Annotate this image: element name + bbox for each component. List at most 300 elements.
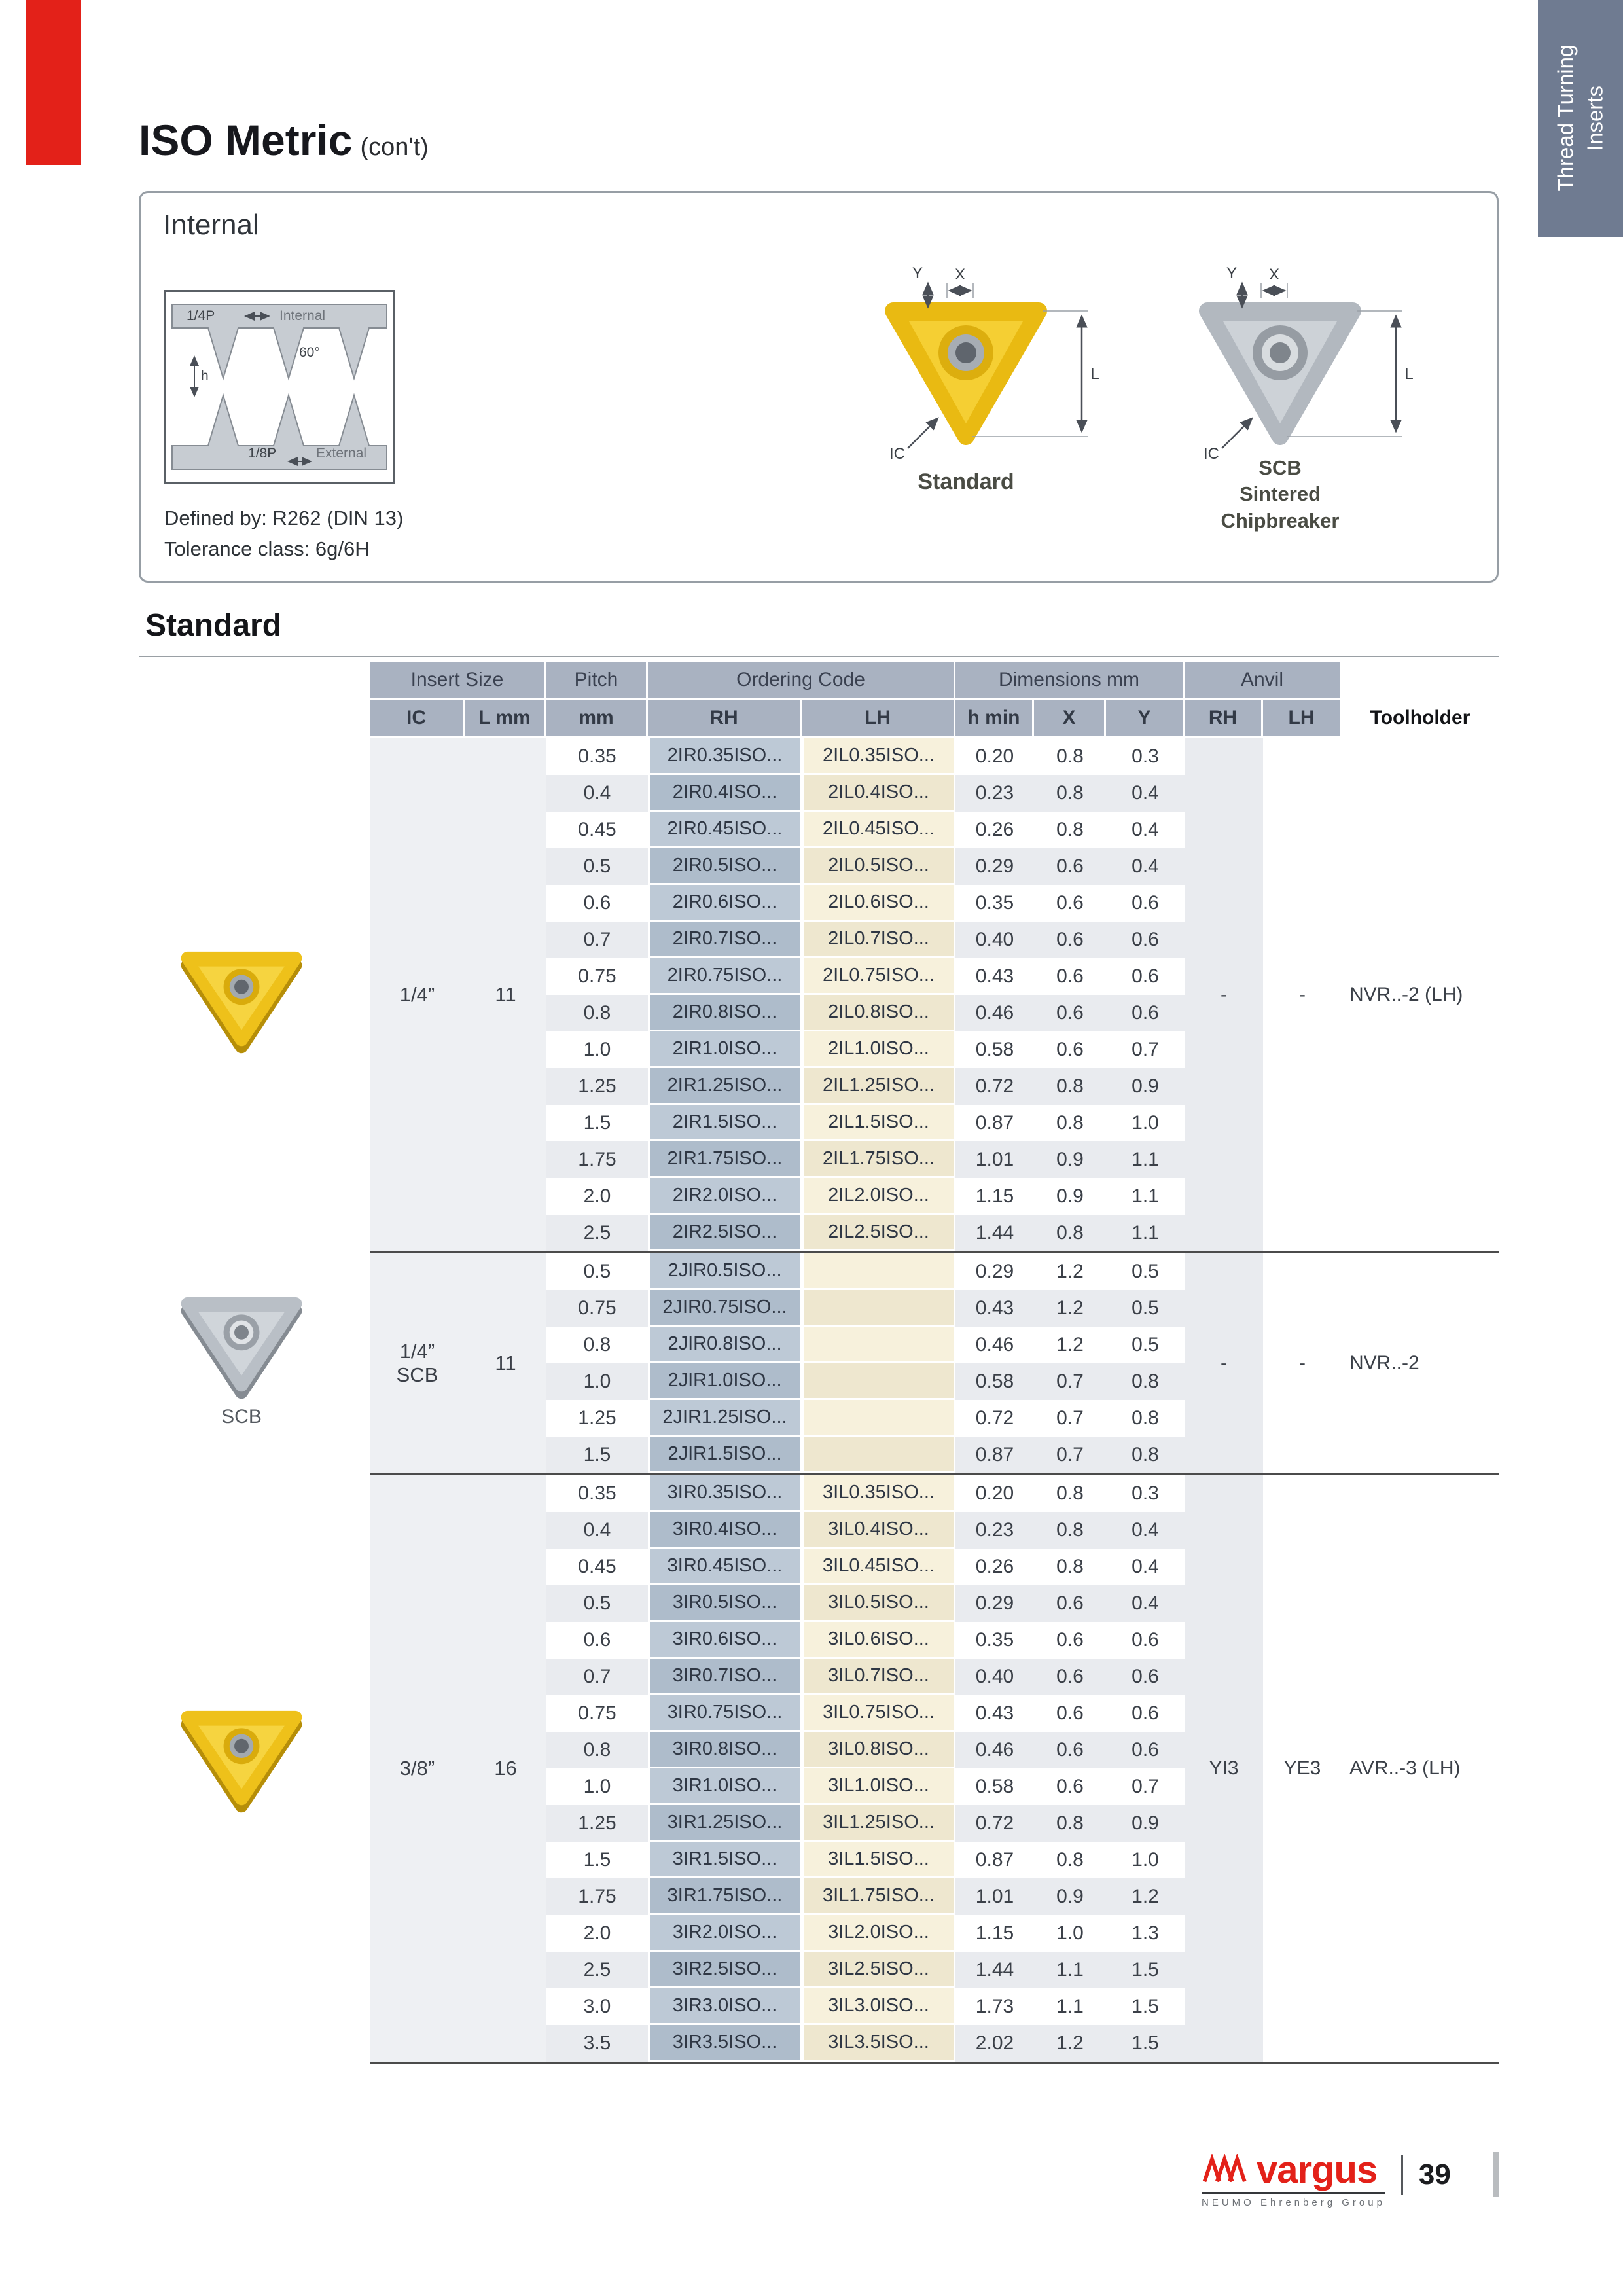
dim-x: 1.2 bbox=[1034, 1253, 1106, 1290]
anvil-lh: - bbox=[1263, 738, 1342, 1251]
header-group: Ordering Code bbox=[648, 662, 955, 698]
dim-hmin: 0.35 bbox=[955, 885, 1034, 922]
pitch-cell: 0.7 bbox=[546, 922, 648, 958]
column-header: IC bbox=[370, 700, 465, 736]
insert-size-l: 16 bbox=[465, 1475, 546, 2062]
ordering-code-lh: 3IL0.8ISO... bbox=[802, 1732, 955, 1768]
ordering-code-lh: 3IL0.75ISO... bbox=[802, 1695, 955, 1732]
pitch-cell: 1.75 bbox=[546, 1878, 648, 1915]
dim-hmin: 2.02 bbox=[955, 2025, 1034, 2062]
dim-x: 0.6 bbox=[1034, 885, 1106, 922]
dim-hmin: 0.29 bbox=[955, 1585, 1034, 1622]
ordering-code-rh: 2IR1.0ISO... bbox=[648, 1031, 802, 1068]
pitch-cell: 2.0 bbox=[546, 1915, 648, 1952]
ordering-code-rh: 3IR0.6ISO... bbox=[648, 1622, 802, 1659]
dim-y: 0.4 bbox=[1106, 812, 1185, 848]
dim-hmin: 0.58 bbox=[955, 1363, 1034, 1400]
column-header: L mm bbox=[465, 700, 546, 736]
pitch-cell: 0.45 bbox=[546, 812, 648, 848]
scb-insert-figure bbox=[1135, 261, 1450, 532]
pitch-cell: 0.75 bbox=[546, 958, 648, 995]
pitch-cell: 1.5 bbox=[546, 1105, 648, 1141]
dim-hmin: 1.73 bbox=[955, 1988, 1034, 2025]
brand-rule bbox=[1202, 2192, 1385, 2194]
ordering-code-rh: 2JIR0.75ISO... bbox=[648, 1290, 802, 1327]
pitch-cell: 2.0 bbox=[546, 1178, 648, 1215]
pitch-cell: 3.5 bbox=[546, 2025, 648, 2062]
dim-y: 0.4 bbox=[1106, 775, 1185, 812]
pitch-cell: 0.8 bbox=[546, 1732, 648, 1768]
defined-by-text: Defined by: R262 (DIN 13) bbox=[164, 507, 404, 529]
footer-edge-bar bbox=[1493, 2152, 1499, 2197]
profile-label-quarter-pitch: 1/4P bbox=[187, 308, 215, 323]
dim-x: 0.8 bbox=[1034, 775, 1106, 812]
ordering-code-lh: 2IL1.75ISO... bbox=[802, 1141, 955, 1178]
scb-caption-line-1: SCB bbox=[1258, 456, 1302, 479]
dim-x: 0.7 bbox=[1034, 1437, 1106, 1473]
column-header: LH bbox=[1263, 700, 1342, 736]
dim-x: 1.2 bbox=[1034, 1327, 1106, 1363]
pitch-cell: 2.5 bbox=[546, 1215, 648, 1251]
dim-x: 0.8 bbox=[1034, 1215, 1106, 1251]
dim-y: 0.3 bbox=[1106, 1475, 1185, 1512]
dim-label-l: L bbox=[1404, 365, 1414, 383]
dim-y: 0.6 bbox=[1106, 958, 1185, 995]
ordering-code-rh: 3IR1.75ISO... bbox=[648, 1878, 802, 1915]
ordering-code-rh: 2JIR1.5ISO... bbox=[648, 1437, 802, 1473]
ordering-code-lh: 2IL1.0ISO... bbox=[802, 1031, 955, 1068]
insert-size-ic bbox=[370, 738, 465, 1251]
corner-accent-block bbox=[26, 0, 81, 165]
column-header: RH bbox=[648, 700, 802, 736]
column-header: Y bbox=[1106, 700, 1185, 736]
header-group: Dimensions mm bbox=[955, 662, 1185, 698]
dim-y: 0.6 bbox=[1106, 1622, 1185, 1659]
dim-hmin: 0.46 bbox=[955, 1327, 1034, 1363]
tolerance-class-text: Tolerance class: 6g/6H bbox=[164, 537, 370, 560]
dim-y: 0.6 bbox=[1106, 1659, 1185, 1695]
ordering-code-lh: 3IL1.5ISO... bbox=[802, 1842, 955, 1878]
dim-x: 1.0 bbox=[1034, 1915, 1106, 1952]
pitch-cell: 0.6 bbox=[546, 885, 648, 922]
dim-y: 1.1 bbox=[1106, 1215, 1185, 1251]
pitch-cell: 1.25 bbox=[546, 1805, 648, 1842]
dim-hmin: 0.20 bbox=[955, 1475, 1034, 1512]
brand-logo-block bbox=[1202, 2149, 1385, 2209]
toolholder-cell: NVR..-2 (LH) bbox=[1342, 738, 1499, 1251]
page-title-note: (con't) bbox=[360, 134, 429, 161]
dim-y: 0.7 bbox=[1106, 1768, 1185, 1805]
profile-label-external: External bbox=[316, 446, 367, 461]
dim-x: 0.7 bbox=[1034, 1400, 1106, 1437]
dim-x: 0.8 bbox=[1034, 812, 1106, 848]
table-group bbox=[370, 1473, 1499, 2062]
dim-hmin: 0.46 bbox=[955, 995, 1034, 1031]
scb-insert-drawing bbox=[1135, 261, 1450, 487]
side-tab-label bbox=[1551, 45, 1609, 192]
scb-caption-line-3: Chipbreaker bbox=[1221, 509, 1340, 532]
footer-divider bbox=[1401, 2155, 1403, 2195]
ordering-code-lh: 3IL1.75ISO... bbox=[802, 1878, 955, 1915]
dim-hmin: 0.40 bbox=[955, 1659, 1034, 1695]
insert-size-l: 11 bbox=[465, 738, 546, 1251]
dim-hmin: 0.35 bbox=[955, 1622, 1034, 1659]
ordering-code-rh: 3IR1.5ISO... bbox=[648, 1842, 802, 1878]
pitch-cell: 1.5 bbox=[546, 1842, 648, 1878]
table-column-headers-row bbox=[370, 700, 1499, 736]
page-title-text: ISO Metric bbox=[139, 116, 353, 164]
profile-label-h: h bbox=[201, 368, 209, 384]
brand-wordmark: vargus bbox=[1257, 2149, 1378, 2191]
ordering-code-lh bbox=[802, 1400, 955, 1437]
pitch-cell: 0.4 bbox=[546, 775, 648, 812]
dim-x: 0.6 bbox=[1034, 1622, 1106, 1659]
ordering-code-lh: 3IL2.5ISO... bbox=[802, 1952, 955, 1988]
dim-x: 0.6 bbox=[1034, 848, 1106, 885]
page-title bbox=[139, 115, 429, 165]
ordering-code-rh: 2IR0.5ISO... bbox=[648, 848, 802, 885]
ordering-code-lh: 2IL0.45ISO... bbox=[802, 812, 955, 848]
pitch-cell: 0.35 bbox=[546, 1475, 648, 1512]
table-group bbox=[370, 1251, 1499, 1473]
dim-y: 0.4 bbox=[1106, 1512, 1185, 1549]
pitch-cell: 1.25 bbox=[546, 1400, 648, 1437]
side-tab-line-2: Inserts bbox=[1582, 86, 1607, 151]
thread-profile-diagram bbox=[164, 290, 395, 484]
pitch-cell: 0.8 bbox=[546, 1327, 648, 1363]
ordering-code-rh: 3IR2.0ISO... bbox=[648, 1915, 802, 1952]
dim-hmin: 0.29 bbox=[955, 1253, 1034, 1290]
ordering-code-rh: 2IR2.5ISO... bbox=[648, 1215, 802, 1251]
pitch-cell: 0.5 bbox=[546, 848, 648, 885]
ordering-code-lh: 2IL0.4ISO... bbox=[802, 775, 955, 812]
standard-caption: Standard bbox=[918, 469, 1014, 494]
ordering-code-lh: 2IL0.8ISO... bbox=[802, 995, 955, 1031]
dim-hmin: 0.20 bbox=[955, 738, 1034, 775]
dim-y: 0.5 bbox=[1106, 1290, 1185, 1327]
anvil-rh: YI3 bbox=[1185, 1475, 1263, 2062]
dim-hmin: 0.40 bbox=[955, 922, 1034, 958]
ordering-code-lh: 2IL0.6ISO... bbox=[802, 885, 955, 922]
dim-y: 0.7 bbox=[1106, 1031, 1185, 1068]
ordering-code-lh: 2IL0.5ISO... bbox=[802, 848, 955, 885]
profile-label-angle: 60° bbox=[299, 345, 320, 360]
pitch-cell: 0.75 bbox=[546, 1290, 648, 1327]
ordering-code-lh: 2IL1.5ISO... bbox=[802, 1105, 955, 1141]
ordering-code-lh bbox=[802, 1253, 955, 1290]
page-footer bbox=[1202, 2149, 1451, 2209]
dim-x: 0.6 bbox=[1034, 995, 1106, 1031]
dim-hmin: 1.44 bbox=[955, 1215, 1034, 1251]
standard-insert-table bbox=[370, 662, 1499, 2064]
column-header: X bbox=[1034, 700, 1106, 736]
section-heading-rule bbox=[139, 656, 1499, 657]
ordering-code-rh: 3IR0.7ISO... bbox=[648, 1659, 802, 1695]
dim-x: 1.1 bbox=[1034, 1952, 1106, 1988]
ordering-code-rh: 3IR0.35ISO... bbox=[648, 1475, 802, 1512]
dim-hmin: 0.58 bbox=[955, 1768, 1034, 1805]
dim-hmin: 1.01 bbox=[955, 1878, 1034, 1915]
dim-label-y: Y bbox=[912, 264, 923, 282]
ic-line: 3/8” bbox=[399, 1757, 435, 1780]
insert-photo-three-eighths-inch bbox=[169, 1689, 314, 1814]
pitch-cell: 1.75 bbox=[546, 1141, 648, 1178]
ordering-code-rh: 2IR1.75ISO... bbox=[648, 1141, 802, 1178]
ordering-code-lh bbox=[802, 1437, 955, 1473]
dim-hmin: 0.43 bbox=[955, 958, 1034, 995]
dim-hmin: 0.23 bbox=[955, 775, 1034, 812]
dim-y: 1.3 bbox=[1106, 1915, 1185, 1952]
dim-x: 0.8 bbox=[1034, 1842, 1106, 1878]
anvil-lh: YE3 bbox=[1263, 1475, 1342, 2062]
ordering-code-rh: 2IR1.25ISO... bbox=[648, 1068, 802, 1105]
dim-x: 0.6 bbox=[1034, 1585, 1106, 1622]
dim-x: 1.2 bbox=[1034, 2025, 1106, 2062]
dim-hmin: 1.15 bbox=[955, 1178, 1034, 1215]
dim-hmin: 0.72 bbox=[955, 1400, 1034, 1437]
column-header: LH bbox=[802, 700, 955, 736]
ordering-code-rh: 2IR0.75ISO... bbox=[648, 958, 802, 995]
ordering-code-rh: 3IR0.4ISO... bbox=[648, 1512, 802, 1549]
ordering-code-rh: 3IR0.45ISO... bbox=[648, 1549, 802, 1585]
ordering-code-rh: 3IR1.25ISO... bbox=[648, 1805, 802, 1842]
dim-x: 0.6 bbox=[1034, 1732, 1106, 1768]
ordering-code-lh: 3IL0.4ISO... bbox=[802, 1512, 955, 1549]
table-header-groups-row bbox=[370, 662, 1499, 698]
internal-heading: Internal bbox=[163, 209, 259, 241]
dim-y: 0.3 bbox=[1106, 738, 1185, 775]
insert-size-ic bbox=[370, 1475, 465, 2062]
dim-y: 0.6 bbox=[1106, 1732, 1185, 1768]
dim-x: 0.7 bbox=[1034, 1363, 1106, 1400]
profile-label-internal: Internal bbox=[279, 308, 326, 323]
dim-hmin: 0.46 bbox=[955, 1732, 1034, 1768]
ordering-code-lh: 2IL0.7ISO... bbox=[802, 922, 955, 958]
pitch-cell: 2.5 bbox=[546, 1952, 648, 1988]
internal-info-box bbox=[139, 191, 1499, 583]
standard-insert-figure bbox=[821, 261, 1135, 523]
dim-y: 1.0 bbox=[1106, 1105, 1185, 1141]
ordering-code-lh bbox=[802, 1327, 955, 1363]
header-group: Anvil bbox=[1185, 662, 1342, 698]
pitch-cell: 1.0 bbox=[546, 1363, 648, 1400]
ordering-code-lh: 3IL1.0ISO... bbox=[802, 1768, 955, 1805]
brand-zigzag-icon bbox=[1202, 2154, 1253, 2187]
ordering-code-lh bbox=[802, 1363, 955, 1400]
anvil-lh: - bbox=[1263, 1253, 1342, 1473]
dim-y: 0.6 bbox=[1106, 922, 1185, 958]
dim-label-ic: IC bbox=[1204, 445, 1219, 463]
table-body bbox=[370, 738, 1499, 2064]
dim-hmin: 0.72 bbox=[955, 1068, 1034, 1105]
ordering-code-lh: 3IL0.5ISO... bbox=[802, 1585, 955, 1622]
dim-y: 1.2 bbox=[1106, 1878, 1185, 1915]
ordering-code-rh: 2JIR0.8ISO... bbox=[648, 1327, 802, 1363]
dim-y: 1.5 bbox=[1106, 1988, 1185, 2025]
pitch-cell: 0.35 bbox=[546, 738, 648, 775]
pitch-cell: 0.7 bbox=[546, 1659, 648, 1695]
table-group bbox=[370, 738, 1499, 1251]
dim-y: 0.6 bbox=[1106, 995, 1185, 1031]
pitch-cell: 0.5 bbox=[546, 1585, 648, 1622]
ordering-code-lh: 3IL0.6ISO... bbox=[802, 1622, 955, 1659]
ordering-code-rh: 2JIR1.25ISO... bbox=[648, 1400, 802, 1437]
ordering-code-rh: 3IR0.75ISO... bbox=[648, 1695, 802, 1732]
scb-caption-line-2: Sintered bbox=[1239, 482, 1321, 506]
dim-hmin: 1.01 bbox=[955, 1141, 1034, 1178]
dim-x: 1.2 bbox=[1034, 1290, 1106, 1327]
dim-x: 0.8 bbox=[1034, 1068, 1106, 1105]
column-header: RH bbox=[1185, 700, 1263, 736]
side-tab-thread-turning-inserts bbox=[1538, 0, 1623, 237]
ordering-code-lh bbox=[802, 1290, 955, 1327]
standard-insert-drawing bbox=[821, 261, 1135, 487]
header-group: Pitch bbox=[546, 662, 648, 698]
header-blank bbox=[1342, 662, 1499, 698]
dim-hmin: 0.23 bbox=[955, 1512, 1034, 1549]
dim-y: 0.6 bbox=[1106, 885, 1185, 922]
dim-hmin: 1.44 bbox=[955, 1952, 1034, 1988]
ordering-code-lh: 2IL2.0ISO... bbox=[802, 1178, 955, 1215]
pitch-cell: 1.5 bbox=[546, 1437, 648, 1473]
dim-x: 0.6 bbox=[1034, 1695, 1106, 1732]
dim-y: 0.8 bbox=[1106, 1437, 1185, 1473]
dim-y: 0.9 bbox=[1106, 1068, 1185, 1105]
insert-photo-scb-label: SCB bbox=[221, 1406, 262, 1427]
dim-x: 0.6 bbox=[1034, 1031, 1106, 1068]
column-header: h min bbox=[955, 700, 1034, 736]
ordering-code-rh: 3IR2.5ISO... bbox=[648, 1952, 802, 1988]
pitch-cell: 0.75 bbox=[546, 1695, 648, 1732]
page-number: 39 bbox=[1418, 2159, 1451, 2191]
dim-hmin: 0.87 bbox=[955, 1842, 1034, 1878]
toolholder-cell: AVR..-3 (LH) bbox=[1342, 1475, 1499, 2062]
ic-line: 1/4” bbox=[399, 1340, 435, 1363]
toolholder-cell: NVR..-2 bbox=[1342, 1253, 1499, 1473]
ordering-code-lh: 3IL3.0ISO... bbox=[802, 1988, 955, 2025]
pitch-cell: 1.0 bbox=[546, 1768, 648, 1805]
scb-caption bbox=[1135, 455, 1425, 534]
ordering-code-rh: 2IR2.0ISO... bbox=[648, 1178, 802, 1215]
dim-label-y: Y bbox=[1226, 264, 1238, 282]
dim-y: 1.0 bbox=[1106, 1842, 1185, 1878]
dim-hmin: 1.15 bbox=[955, 1915, 1034, 1952]
insert-size-l: 11 bbox=[465, 1253, 546, 1473]
dim-y: 0.4 bbox=[1106, 848, 1185, 885]
dim-x: 0.9 bbox=[1034, 1178, 1106, 1215]
dim-hmin: 0.72 bbox=[955, 1805, 1034, 1842]
pitch-cell: 1.25 bbox=[546, 1068, 648, 1105]
dim-x: 0.6 bbox=[1034, 958, 1106, 995]
section-heading-standard: Standard bbox=[145, 608, 282, 643]
brand-subtitle: NEUMO Ehrenberg Group bbox=[1202, 2197, 1385, 2209]
dim-x: 0.9 bbox=[1034, 1878, 1106, 1915]
dim-x: 1.1 bbox=[1034, 1988, 1106, 2025]
ordering-code-rh: 3IR3.5ISO... bbox=[648, 2025, 802, 2062]
dim-x: 0.6 bbox=[1034, 1659, 1106, 1695]
dim-y: 1.1 bbox=[1106, 1141, 1185, 1178]
ordering-code-lh: 2IL0.75ISO... bbox=[802, 958, 955, 995]
ordering-code-lh: 3IL0.7ISO... bbox=[802, 1659, 955, 1695]
dim-y: 0.6 bbox=[1106, 1695, 1185, 1732]
dim-x: 0.8 bbox=[1034, 1105, 1106, 1141]
pitch-cell: 0.6 bbox=[546, 1622, 648, 1659]
dim-x: 0.8 bbox=[1034, 1549, 1106, 1585]
ordering-code-lh: 3IL1.25ISO... bbox=[802, 1805, 955, 1842]
dim-hmin: 0.26 bbox=[955, 1549, 1034, 1585]
dim-hmin: 0.87 bbox=[955, 1437, 1034, 1473]
dim-y: 1.1 bbox=[1106, 1178, 1185, 1215]
dim-hmin: 0.43 bbox=[955, 1695, 1034, 1732]
insert-photo-quarter-inch-scb bbox=[169, 1275, 314, 1401]
column-header: Toolholder bbox=[1342, 700, 1499, 736]
insert-photo-quarter-inch bbox=[169, 929, 314, 1055]
header-group: Insert Size bbox=[370, 662, 546, 698]
ordering-code-rh: 3IR0.5ISO... bbox=[648, 1585, 802, 1622]
ordering-code-rh: 2IR0.4ISO... bbox=[648, 775, 802, 812]
dim-x: 0.8 bbox=[1034, 738, 1106, 775]
dim-label-x: X bbox=[1268, 266, 1280, 283]
ordering-code-rh: 2IR1.5ISO... bbox=[648, 1105, 802, 1141]
ordering-code-rh: 3IR0.8ISO... bbox=[648, 1732, 802, 1768]
defined-by-block bbox=[164, 503, 403, 564]
ordering-code-rh: 2IR0.8ISO... bbox=[648, 995, 802, 1031]
dim-y: 0.5 bbox=[1106, 1327, 1185, 1363]
dim-hmin: 0.29 bbox=[955, 848, 1034, 885]
anvil-rh: - bbox=[1185, 1253, 1263, 1473]
dim-label-l: L bbox=[1090, 365, 1099, 383]
ordering-code-rh: 2JIR0.5ISO... bbox=[648, 1253, 802, 1290]
ordering-code-lh: 3IL0.35ISO... bbox=[802, 1475, 955, 1512]
dim-y: 0.8 bbox=[1106, 1363, 1185, 1400]
dim-x: 0.8 bbox=[1034, 1805, 1106, 1842]
pitch-cell: 1.0 bbox=[546, 1031, 648, 1068]
dim-label-x: X bbox=[954, 266, 966, 283]
insert-size-ic bbox=[370, 1253, 465, 1473]
ordering-code-rh: 3IR3.0ISO... bbox=[648, 1988, 802, 2025]
profile-label-eighth-pitch: 1/8P bbox=[248, 446, 277, 461]
column-header: mm bbox=[546, 700, 648, 736]
dim-hmin: 0.58 bbox=[955, 1031, 1034, 1068]
dim-hmin: 0.87 bbox=[955, 1105, 1034, 1141]
pitch-cell: 0.45 bbox=[546, 1549, 648, 1585]
dim-x: 0.8 bbox=[1034, 1512, 1106, 1549]
ordering-code-lh: 2IL2.5ISO... bbox=[802, 1215, 955, 1251]
dim-y: 0.4 bbox=[1106, 1549, 1185, 1585]
dim-x: 0.6 bbox=[1034, 922, 1106, 958]
dim-y: 0.4 bbox=[1106, 1585, 1185, 1622]
dim-y: 1.5 bbox=[1106, 2025, 1185, 2062]
ordering-code-rh: 2JIR1.0ISO... bbox=[648, 1363, 802, 1400]
ordering-code-rh: 3IR1.0ISO... bbox=[648, 1768, 802, 1805]
pitch-cell: 0.5 bbox=[546, 1253, 648, 1290]
pitch-cell: 0.8 bbox=[546, 995, 648, 1031]
dim-y: 0.5 bbox=[1106, 1253, 1185, 1290]
dim-y: 0.8 bbox=[1106, 1400, 1185, 1437]
ordering-code-lh: 2IL1.25ISO... bbox=[802, 1068, 955, 1105]
ordering-code-lh: 3IL2.0ISO... bbox=[802, 1915, 955, 1952]
ic-sub-line: SCB bbox=[396, 1363, 438, 1386]
dim-hmin: 0.43 bbox=[955, 1290, 1034, 1327]
pitch-cell: 0.4 bbox=[546, 1512, 648, 1549]
ordering-code-rh: 2IR0.35ISO... bbox=[648, 738, 802, 775]
dim-x: 0.8 bbox=[1034, 1475, 1106, 1512]
ordering-code-lh: 3IL3.5ISO... bbox=[802, 2025, 955, 2062]
dim-label-ic: IC bbox=[889, 445, 905, 463]
dim-y: 1.5 bbox=[1106, 1952, 1185, 1988]
ordering-code-lh: 3IL0.45ISO... bbox=[802, 1549, 955, 1585]
ic-line: 1/4” bbox=[399, 983, 435, 1007]
